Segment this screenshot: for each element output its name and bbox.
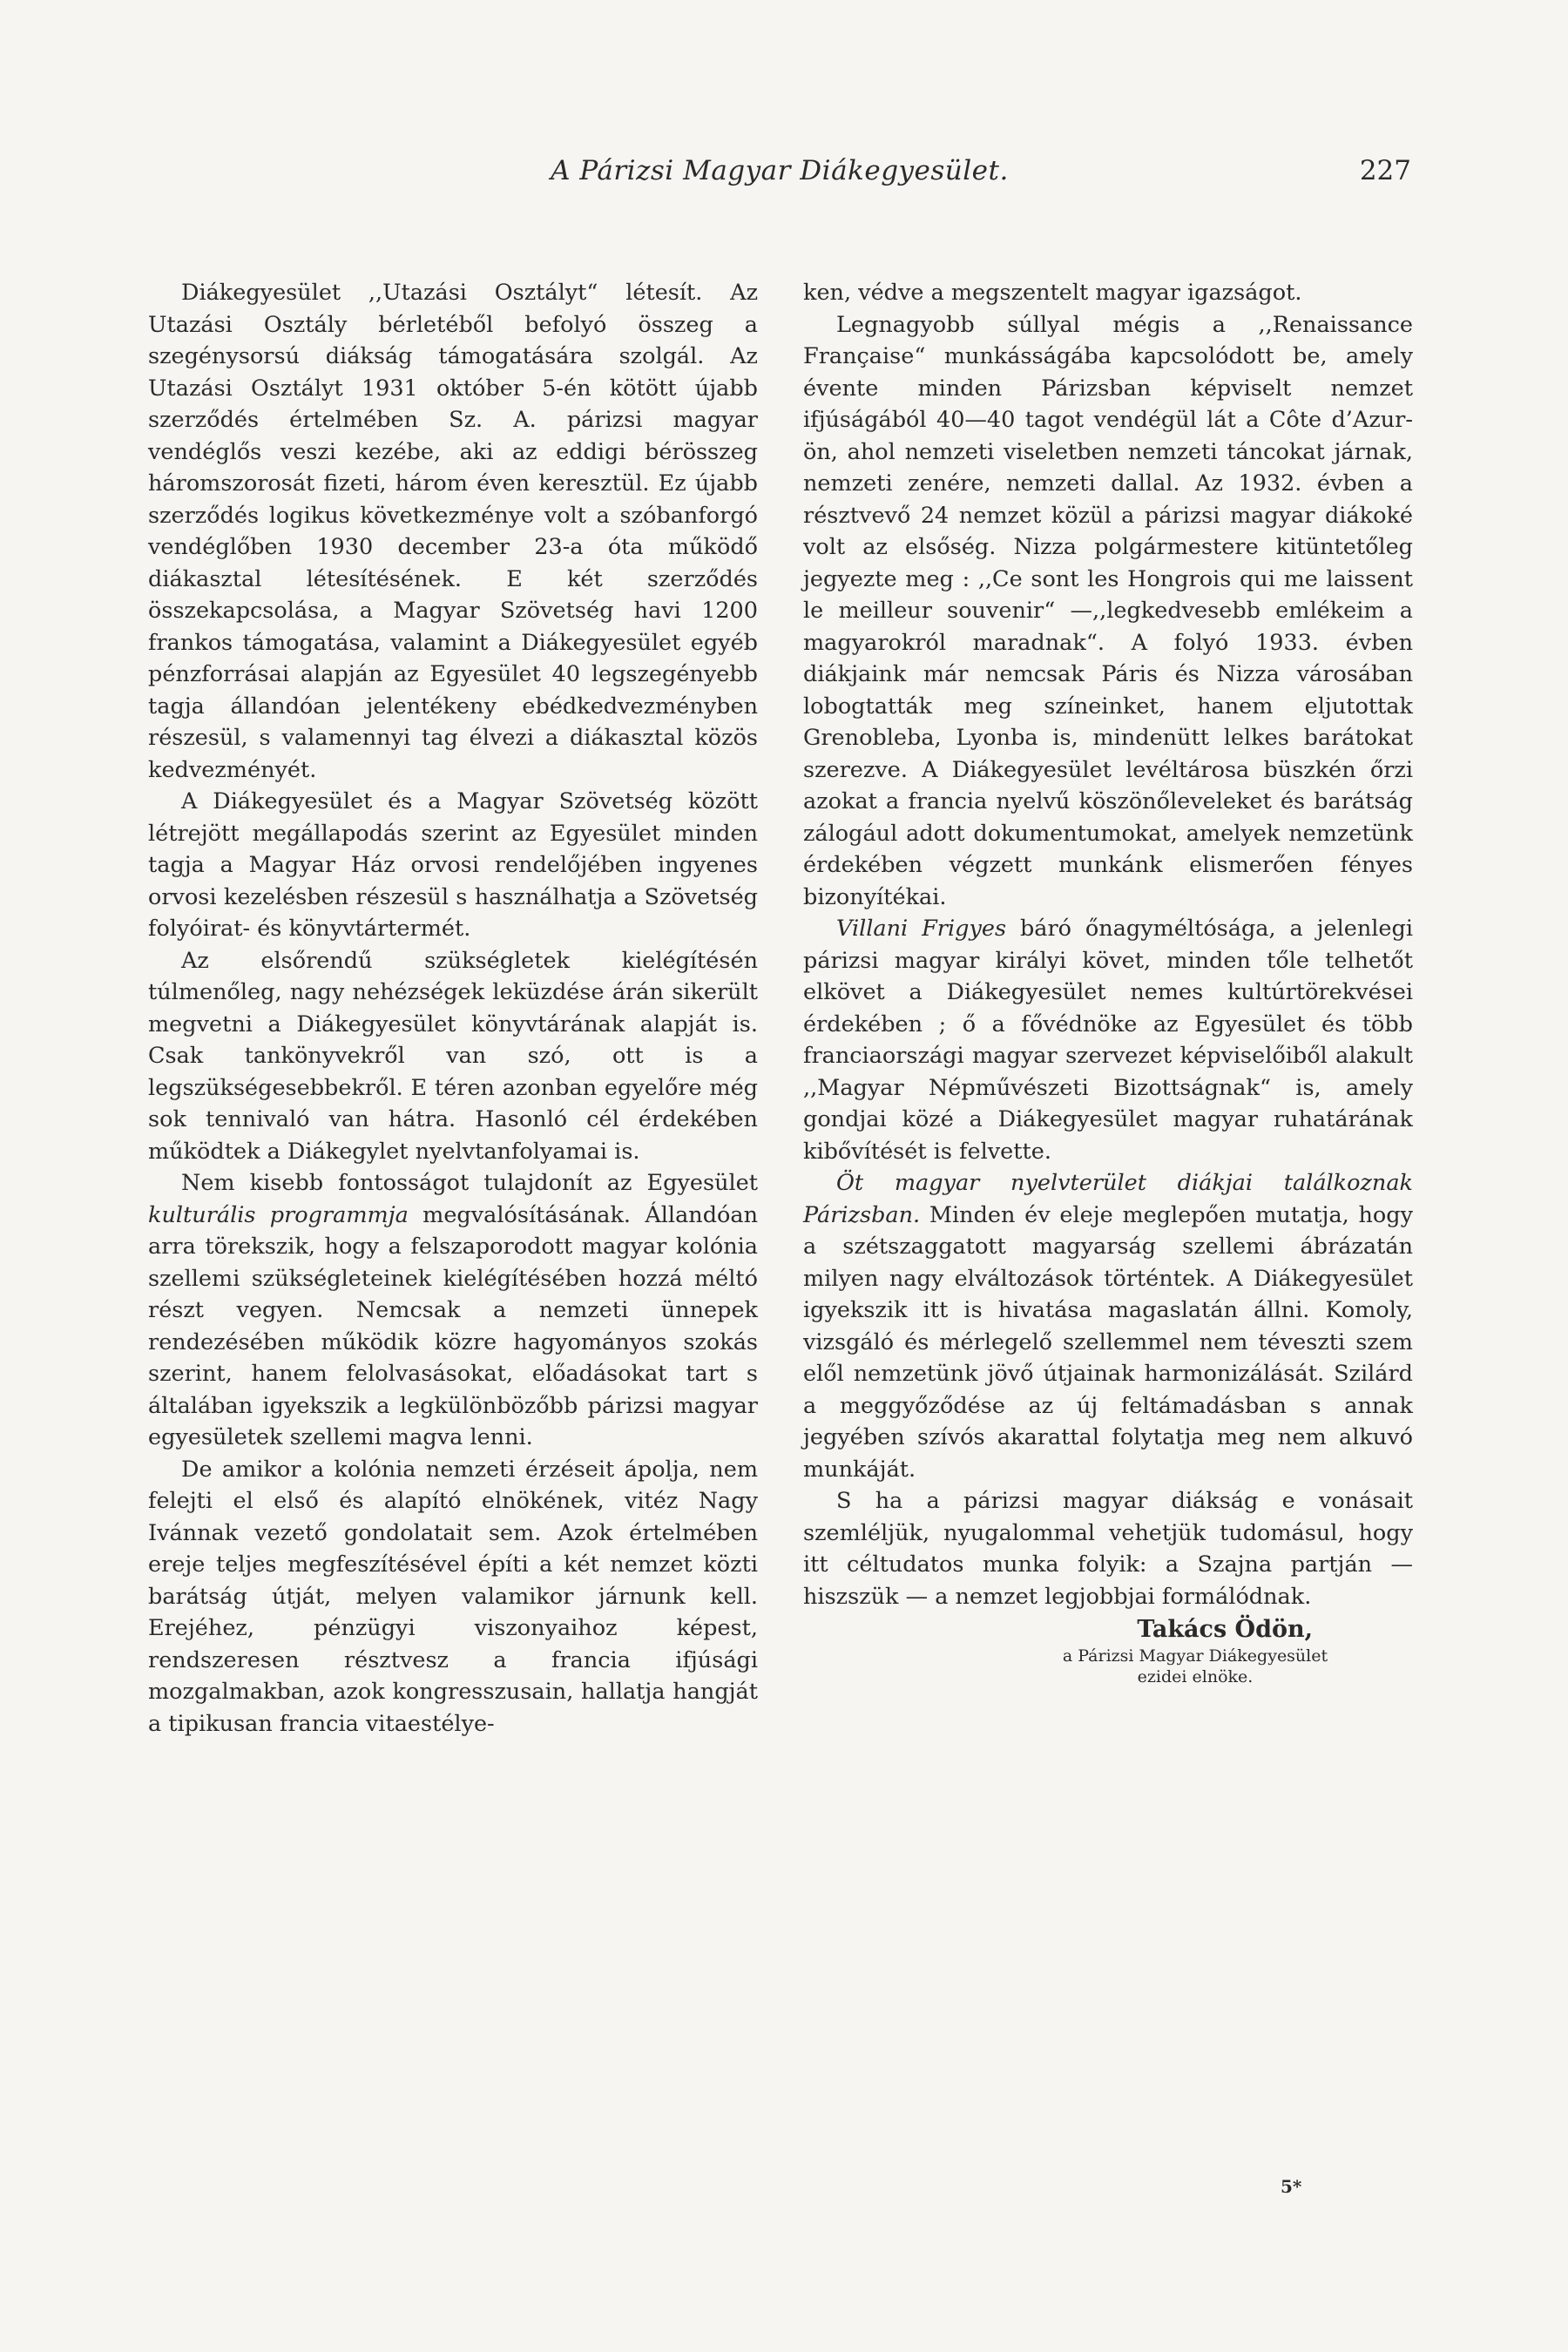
signature-role-line: ezidei elnöke. — [1137, 1667, 1254, 1686]
paragraph-text: S ha a párizsi magyar diákság e vonásait szemléljük, nyugalommal vehetjük tudomásul, hogy itt céltudatos munka folyik: a Szajna partján — hiszszük — a nemzet legjobbjai formálódnak. — [803, 1488, 1413, 1610]
signature-name: Takács Ödön, — [1137, 1616, 1313, 1643]
left-column — [148, 277, 758, 1740]
paragraph — [148, 277, 758, 786]
italic-phrase: Öt magyar nyelvterület diákjai találkoznak Párizsban. — [803, 1170, 1413, 1228]
paragraph-text-after: Minden év eleje meglepően mutatja, hogy a szétszaggatott magyarság szellemi ábrázatán milyen nagy elváltozások történtek. A Diákegyesület igyekszik itt is hivatása magaslatán állni. Komoly, vizsgáló és mérlegelő szellemmel nem téveszti szem elől nemzetünk jövő útjainak harmonizálását. Szilárd a meggyőződése az új feltámadásban s annak jegyében szívós akarattal folytatja meg nem alkuvó munkáját. — [803, 1201, 1413, 1483]
running-head — [148, 155, 1411, 197]
paragraph-text: De amikor a kolónia nemzeti érzéseit ápolja, nem felejti el első és alapító elnökének, vitéz Nagy Ivánnak vezető gondolatait sem. Azok értelmében ereje teljes megfeszítésével építi a két nemzet közti barátság útját, melyen valamikor járnunk kell. Erejéhez, pénzügyi viszonyaihoz képest, rendszeresen résztvesz a francia ifjúsági mozgalmakban, azok kongresszusain, hallatja hangját a tipikusan francia vitaestélye- — [148, 1456, 758, 1737]
paragraph-continued — [803, 277, 1413, 309]
paragraph — [148, 1454, 758, 1740]
right-column — [803, 277, 1413, 1687]
signature-role-line: a Párizsi Magyar Diákegyesület — [1062, 1646, 1328, 1666]
paragraph — [148, 786, 758, 945]
italic-phrase: kulturális programmja — [148, 1201, 409, 1228]
paragraph — [148, 945, 758, 1168]
page-number: 227 — [1359, 155, 1411, 186]
paragraph — [803, 913, 1413, 1167]
paragraph-text: Legnagyobb súllyal mégis a ,,Renaissance Française“ munkásságába kapcsolódott be, amely évente minden Párizsban képviselt nemzet ifjúságából 40—40 tagot vendégül lát a Côte d’Azur-ön, ahol nemzeti viseletben nemzeti táncokat járnak, nemzeti zenére, nemzeti dallal. Az 1932. évben a résztvevő 24 nemzet közül a párizsi magyar diákoké volt az elsőség. Nizza polgármestere kitüntetőleg jegyezte meg : ,,Ce sont les Hongrois qui me laissent le meilleur souvenir“ —,,legkedvesebb emlékeim a magyarokról maradnak“. A folyó 1933. évben diákjaink már nemcsak Páris és Nizza városában lobogtatták meg színeinket, hanem eljutottak Grenobleba, Lyonba is, mindenütt lelkes barátokat szerezve. A Diákegyesület levéltárosa büszkén őrzi azokat a francia nyelvű köszönőleveleket és barátság zálogául adott dokumentumokat, amelyek nemzetünk érdekében végzett munkánk elismerően fényes bizonyítékai. — [803, 311, 1413, 910]
paragraph — [148, 1167, 758, 1454]
running-title: A Párizsi Magyar Diákegyesület. — [551, 155, 1009, 186]
sheet-mark: 5* — [1281, 2176, 1302, 2197]
paragraph — [803, 1485, 1413, 1612]
paragraph-text-after: báró őnagyméltósága, a jelenlegi párizsi magyar királyi követ, minden tőle telhetőt elkövet a Diákegyesület nemes kultúrtörekvései érdekében ; ő a fővédnöke az Egyesület és több franciaországi magyar szervezet képviselőiből alakult ,,Magyar Népművészeti Bizottságnak“ is, amely gondjai közé a Diákegyesület magyar ruhatárának kibővítését is felvette. — [803, 916, 1413, 1165]
paragraph — [803, 1167, 1413, 1485]
paragraph — [803, 309, 1413, 914]
paragraph-text: Az elsőrendű szükségletek kielégítésén túlmenőleg, nagy nehézségek leküzdése árán sikerült megvetni a Diákegyesület könyvtárának alapját is. Csak tankönyvekről van szó, ott is a legszükségesebbekről. E téren azonban egyelőre még sok tennivaló van hátra. Hasonló cél érdekében működtek a Diákegylet nyelvtanfolyamai is. — [148, 947, 758, 1165]
paragraph-text: ken, védve a megszentelt magyar igazságot. — [803, 280, 1302, 306]
paragraph-text-before: Nem kisebb fontosságot tulajdonít az Egyesület — [181, 1170, 758, 1196]
paragraph-text-after: megvalósításának. Állandóan arra törekszik, hogy a felszaporodott magyar kolónia szellemi szükségleteinek kielégítésében hozzá méltó részt vegyen. Nemcsak a nemzeti ünnepek rendezésében működik közre hagyományos szokás szerint, hanem felolvasásokat, előadásokat tart s általában igyekszik a legkülönbözőbb párizsi magyar egyesületek szellemi magva lenni. — [148, 1201, 758, 1450]
paragraph-text: Diákegyesület ,,Utazási Osztályt“ létesít. Az Utazási Osztály bérletéből befolyó összeg a szegénysorsú diákság támogatására szolgál. Az Utazási Osztályt 1931 október 5-én kötött újabb szerződés értelmében Sz. A. párizsi magyar vendéglős veszi kezébe, aki az eddigi bérösszeg háromszorosát fizeti, három éven keresztül. Ez újabb szerződés logikus következménye volt a szóbanforgó vendéglőben 1930 december 23-a óta működő diákasztal létesítésének. E két szerződés összekapcsolása, a Magyar Szövetség havi 1200 frankos támogatása, valamint a Diákegyesület egyéb pénzforrásai alapján az Egyesület 40 legszegényebb tagja állandóan jelentékeny ebédkedvezményben részesül, s valamennyi tag élvezi a diákasztal közös kedvezményét. — [148, 280, 758, 783]
signature-role — [977, 1646, 1413, 1687]
paragraph-text: A Diákegyesület és a Magyar Szövetség között létrejött megállapodás szerint az Egyesület minden tagja a Magyar Ház orvosi rendelőjében ingyenes orvosi kezelésben részesül s használhatja a Szövetség folyóirat- és könyvtártermét. — [148, 788, 758, 942]
italic-phrase: Villani Frigyes — [836, 916, 1007, 942]
